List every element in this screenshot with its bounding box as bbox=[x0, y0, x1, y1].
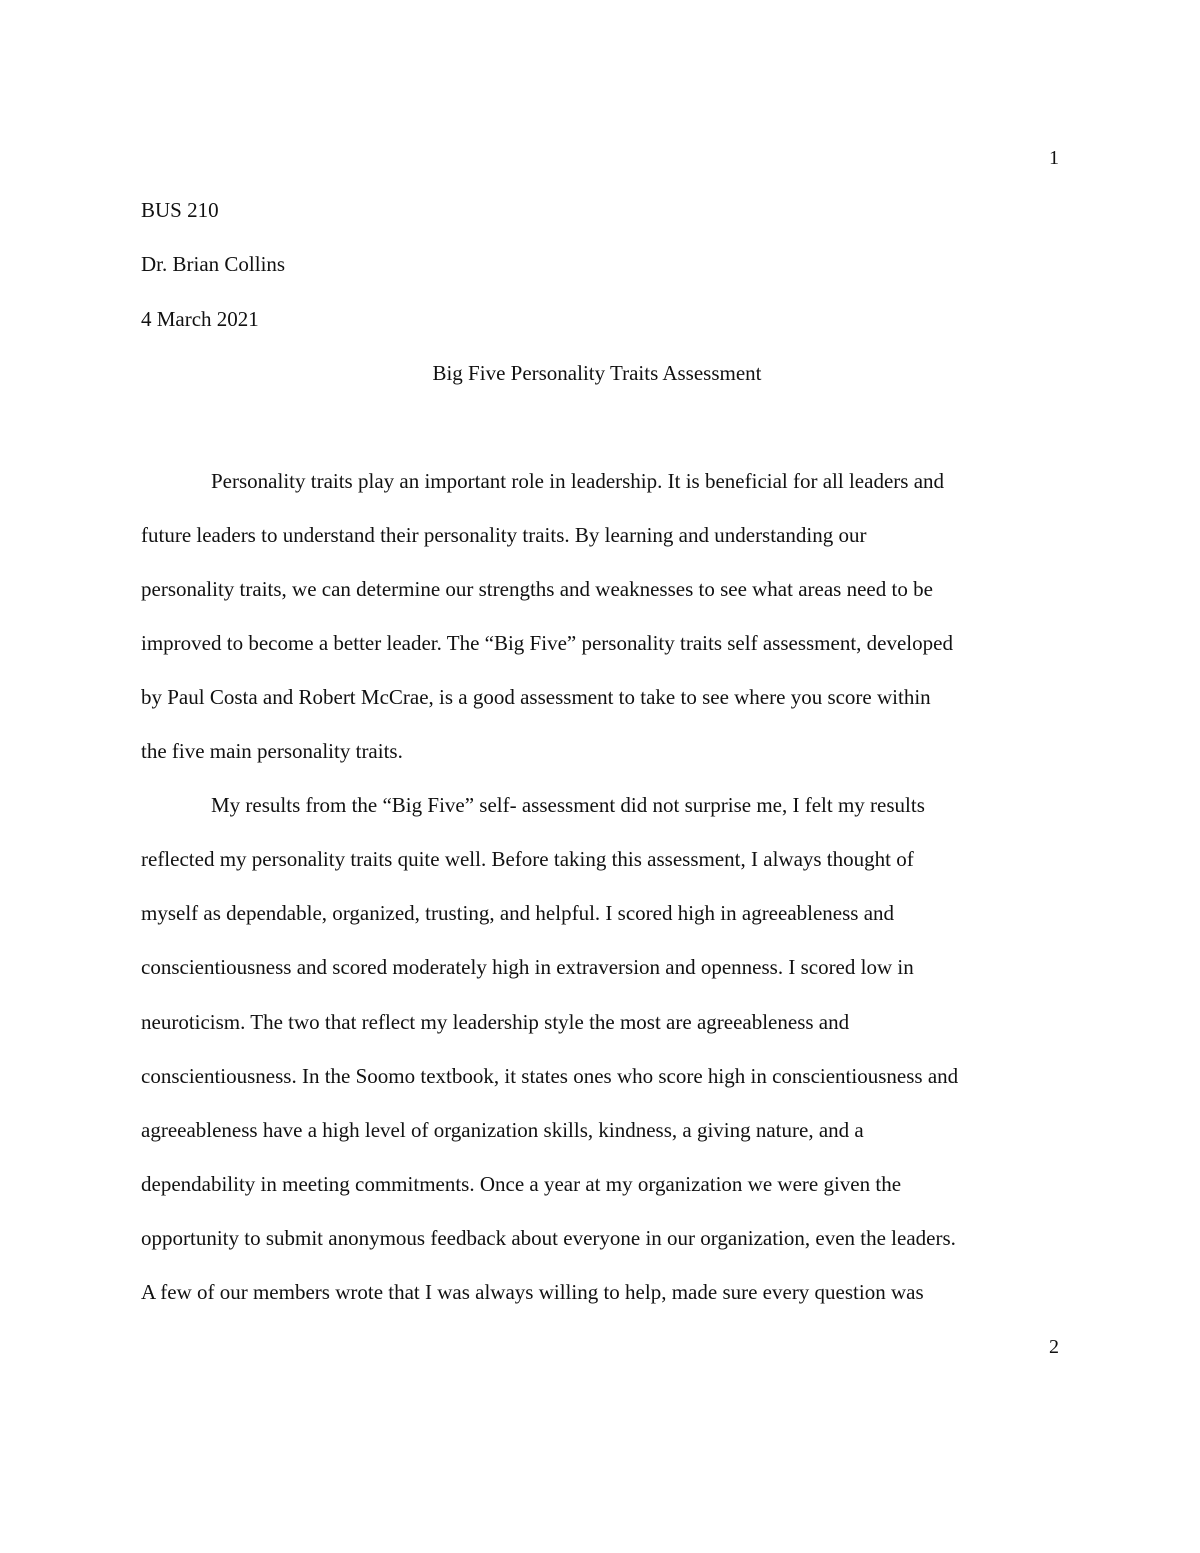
paragraph-1-line-6: the five main personality traits. bbox=[141, 739, 403, 763]
document-title bbox=[0, 360, 1200, 386]
page-number: 1 bbox=[1049, 147, 1059, 169]
paragraph-1-line-5: by Paul Costa and Robert McCrae, is a good assessment to take to see where you score within bbox=[141, 685, 931, 709]
paragraph-2-line-6: conscientiousness. In the Soomo textbook, it states ones who score high in conscientiousness and bbox=[141, 1064, 959, 1088]
course-code: BUS 210 bbox=[141, 198, 219, 222]
paragraph-1-line-3: personality traits, we can determine our strengths and weaknesses to see what areas need to be bbox=[141, 577, 933, 601]
instructor-name: Dr. Brian Collins bbox=[141, 252, 286, 276]
paragraph-1-line-2: future leaders to understand their personality traits. By learning and understanding our bbox=[141, 523, 867, 547]
paragraph-2-line-7: agreeableness have a high level of organization skills, kindness, a giving nature, and a bbox=[141, 1118, 864, 1142]
paragraph-2-line-2: reflected my personality traits quite well. Before taking this assessment, I always thought of bbox=[141, 847, 914, 871]
paragraph-2-line-10: A few of our members wrote that I was always willing to help, made sure every question was bbox=[141, 1280, 924, 1304]
paragraph-2-line-9: opportunity to submit anonymous feedback about everyone in our organization, even the leaders. bbox=[141, 1226, 956, 1250]
paragraph-2-line-1: My results from the “Big Five” self- assessment did not surprise me, I felt my results bbox=[211, 793, 925, 817]
paragraph-2-line-5: neuroticism. The two that reflect my leadership style the most are agreeableness and bbox=[141, 1010, 850, 1034]
paragraph-1-line-1: Personality traits play an important role in leadership. It is beneficial for all leaders and bbox=[211, 469, 945, 493]
document-title-text: Big Five Personality Traits Assessment bbox=[432, 361, 762, 385]
page-number: 2 bbox=[1049, 1336, 1059, 1358]
document-date: 4 March 2021 bbox=[141, 307, 259, 331]
paragraph-1-line-4: improved to become a better leader. The “Big Five” personality traits self assessment, developed bbox=[141, 631, 953, 655]
paragraph-2-line-8: dependability in meeting commitments. Once a year at my organization we were given the bbox=[141, 1172, 902, 1196]
paragraph-2-line-3: myself as dependable, organized, trusting, and helpful. I scored high in agreeableness and bbox=[141, 901, 895, 925]
paragraph-2-line-4: conscientiousness and scored moderately high in extraversion and openness. I scored low in bbox=[141, 955, 914, 979]
